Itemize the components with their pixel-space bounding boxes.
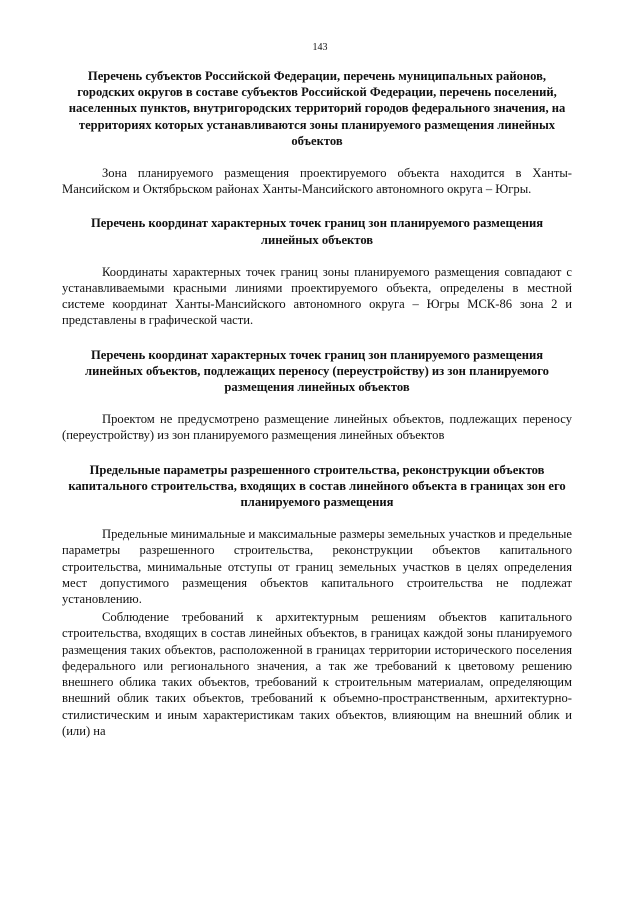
paragraph: Проектом не предусмотрено размещение линейных объектов, подлежащих переносу (переустройству) из зон планируемого размещения линейных объектов: [62, 412, 572, 443]
section-construction-parameters: [62, 462, 572, 739]
section-heading: Перечень координат характерных точек границ зон планируемого размещения линейных объектов: [90, 216, 544, 247]
section-zone-coordinates: [62, 215, 572, 328]
section-subjects-list: [62, 68, 572, 197]
section-heading: Перечень координат характерных точек границ зон планируемого размещения линейных объектов, подлежащих переносу (переустройству) из зон планируемого размещения линейных объектов: [85, 347, 549, 395]
section-relocation-coordinates: [62, 347, 572, 444]
section-heading: Перечень субъектов Российской Федерации, перечень муниципальных районов, городских округов в составе субъектов Российской Федерации, перечень поселений, населенных пунктов, внутригородских территорий городов федерального значения, на территориях которых устанавливаются зоны планируемого размещения линейных объектов: [68, 69, 566, 148]
page-number: 143: [312, 42, 328, 53]
section-heading: Предельные параметры разрешенного строительства, реконструкции объектов капитального строительства, входящих в состав линейного объекта в границах зон его планируемого размещения: [68, 462, 566, 510]
paragraph: Предельные минимальные и максимальные размеры земельных участков и предельные параметры разрешенного строительства, реконструкции объектов капитального строительства, минимальные отступы от границ земельных участков в целях определения мест допустимого размещения объектов капитального строительства не подлежат установлению.: [62, 527, 572, 607]
page-content: [62, 68, 572, 757]
paragraph: Зона планируемого размещения проектируемого объекта находится в Ханты-Мансийском и Октябрьском районах Ханты-Мансийского автономного округа – Югры.: [62, 166, 572, 197]
paragraph: Соблюдение требований к архитектурным решениям объектов капитального строительства, входящих в состав линейных объектов, в границах каждой зоны планируемого размещения таких объектов, расположенной в границах территории исторического поселения федерального или регионального значения, а так же требований к цветовому решению внешнего облика таких объектов, требований к строительным материалам, определяющим внешний облик таких объектов, требований к объемно-пространственным, архитектурно-стилистическим и иным характеристикам таких объектов, влияющим на внешний облик и (или) на: [62, 610, 572, 738]
paragraph: Координаты характерных точек границ зоны планируемого размещения совпадают с устанавливаемыми красными линиями проектируемого объекта, определены в местной системе координат Ханты-Мансийского автономного округа – Югры МСК-86 зона 2 и представлены в графической части.: [62, 264, 572, 328]
